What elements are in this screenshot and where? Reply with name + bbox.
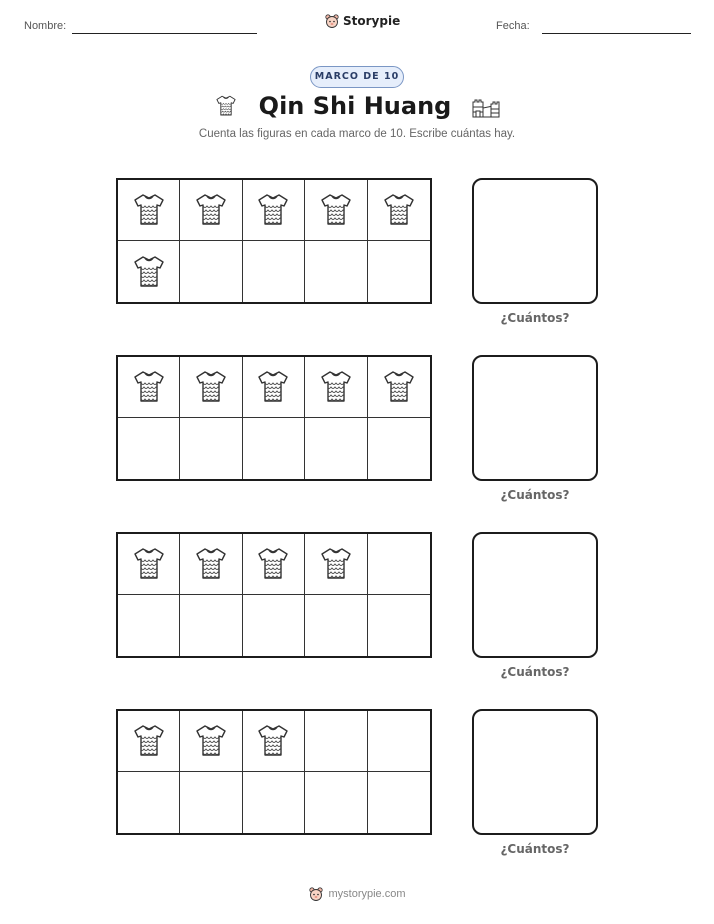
armor-shirt-icon [316, 367, 356, 407]
ten-frame-cell [180, 357, 242, 418]
ten-frame-cell [180, 772, 242, 833]
armor-shirt-icon [129, 252, 169, 292]
ten-frame-cell [305, 357, 367, 418]
ten-frame-cell [243, 711, 305, 772]
ten-frame-cell [305, 595, 367, 656]
armor-shirt-icon [379, 367, 419, 407]
ten-frame-cell [180, 595, 242, 656]
armor-shirt-icon [129, 544, 169, 584]
brand-logo [324, 13, 400, 29]
armor-shirt-icon [316, 544, 356, 584]
ten-frame-cell [180, 241, 242, 302]
ten-frame [116, 532, 432, 658]
ten-frame [116, 178, 432, 304]
armor-shirt-icon [213, 93, 239, 119]
ten-frame-cell [243, 534, 305, 595]
ten-frame-cell [118, 357, 180, 418]
armor-shirt-icon [253, 367, 293, 407]
ten-frame-cell [305, 418, 367, 479]
armor-shirt-icon [191, 190, 231, 230]
date-field-line[interactable] [542, 33, 691, 34]
armor-shirt-icon [191, 367, 231, 407]
page-title: Qin Shi Huang [258, 92, 452, 120]
ten-frame-cell [243, 595, 305, 656]
ten-frame-cell [243, 241, 305, 302]
ten-frame-cell [368, 180, 430, 241]
ten-frame-cell [368, 595, 430, 656]
instructions-text: Cuenta las figuras en cada marco de 10. Escribe cuántas hay. [198, 128, 516, 140]
ten-frame-cell [180, 180, 242, 241]
ten-frame-cell [368, 418, 430, 479]
ten-frame [116, 355, 432, 481]
ten-frame-cell [368, 357, 430, 418]
answer-box[interactable] [472, 355, 598, 481]
armor-shirt-icon [129, 367, 169, 407]
ten-frame-cell [368, 534, 430, 595]
answer-label: ¿Cuántos? [500, 488, 570, 502]
ten-frame-cell [118, 711, 180, 772]
ten-frame-cell [118, 534, 180, 595]
ten-frame-cell [305, 180, 367, 241]
armor-shirt-icon [129, 190, 169, 230]
armor-shirt-icon [191, 544, 231, 584]
brand-name: Storypie [343, 14, 401, 28]
armor-shirt-icon [316, 190, 356, 230]
answer-label: ¿Cuántos? [500, 311, 570, 325]
ten-frame-cell [118, 418, 180, 479]
ten-frame-cell [243, 772, 305, 833]
ten-frame-cell [305, 772, 367, 833]
ten-frame-cell [368, 241, 430, 302]
ten-frame-cell [180, 711, 242, 772]
ten-frame-cell [243, 357, 305, 418]
ten-frame-cell [180, 418, 242, 479]
storypie-mascot-icon [324, 13, 340, 29]
armor-shirt-icon [253, 190, 293, 230]
ten-frame-cell [305, 241, 367, 302]
worksheet-type-badge: MARCO DE 10 [310, 66, 404, 88]
name-label: Nombre: [24, 20, 67, 32]
ten-frame-cell [305, 534, 367, 595]
ten-frame-cell [180, 534, 242, 595]
ten-frame-cell [243, 180, 305, 241]
ten-frame-cell [243, 418, 305, 479]
storypie-mascot-icon [308, 886, 324, 902]
ten-frame-cell [118, 772, 180, 833]
armor-shirt-icon [253, 721, 293, 761]
answer-box[interactable] [472, 709, 598, 835]
armor-shirt-icon [129, 721, 169, 761]
ten-frame-cell [118, 595, 180, 656]
answer-label: ¿Cuántos? [500, 665, 570, 679]
title-row [0, 92, 714, 120]
ten-frame-cell [305, 711, 367, 772]
date-label: Fecha: [496, 20, 530, 32]
answer-label: ¿Cuántos? [500, 842, 570, 856]
answer-box[interactable] [472, 532, 598, 658]
ten-frame [116, 709, 432, 835]
great-wall-icon [471, 93, 501, 119]
ten-frame-cell [118, 180, 180, 241]
armor-shirt-icon [191, 721, 231, 761]
ten-frame-cell [368, 711, 430, 772]
footer-url[interactable]: mystorypie.com [328, 888, 406, 900]
name-field-line[interactable] [72, 33, 257, 34]
answer-box[interactable] [472, 178, 598, 304]
ten-frame-cell [118, 241, 180, 302]
ten-frame-cell [368, 772, 430, 833]
armor-shirt-icon [253, 544, 293, 584]
footer [0, 886, 714, 902]
armor-shirt-icon [379, 190, 419, 230]
